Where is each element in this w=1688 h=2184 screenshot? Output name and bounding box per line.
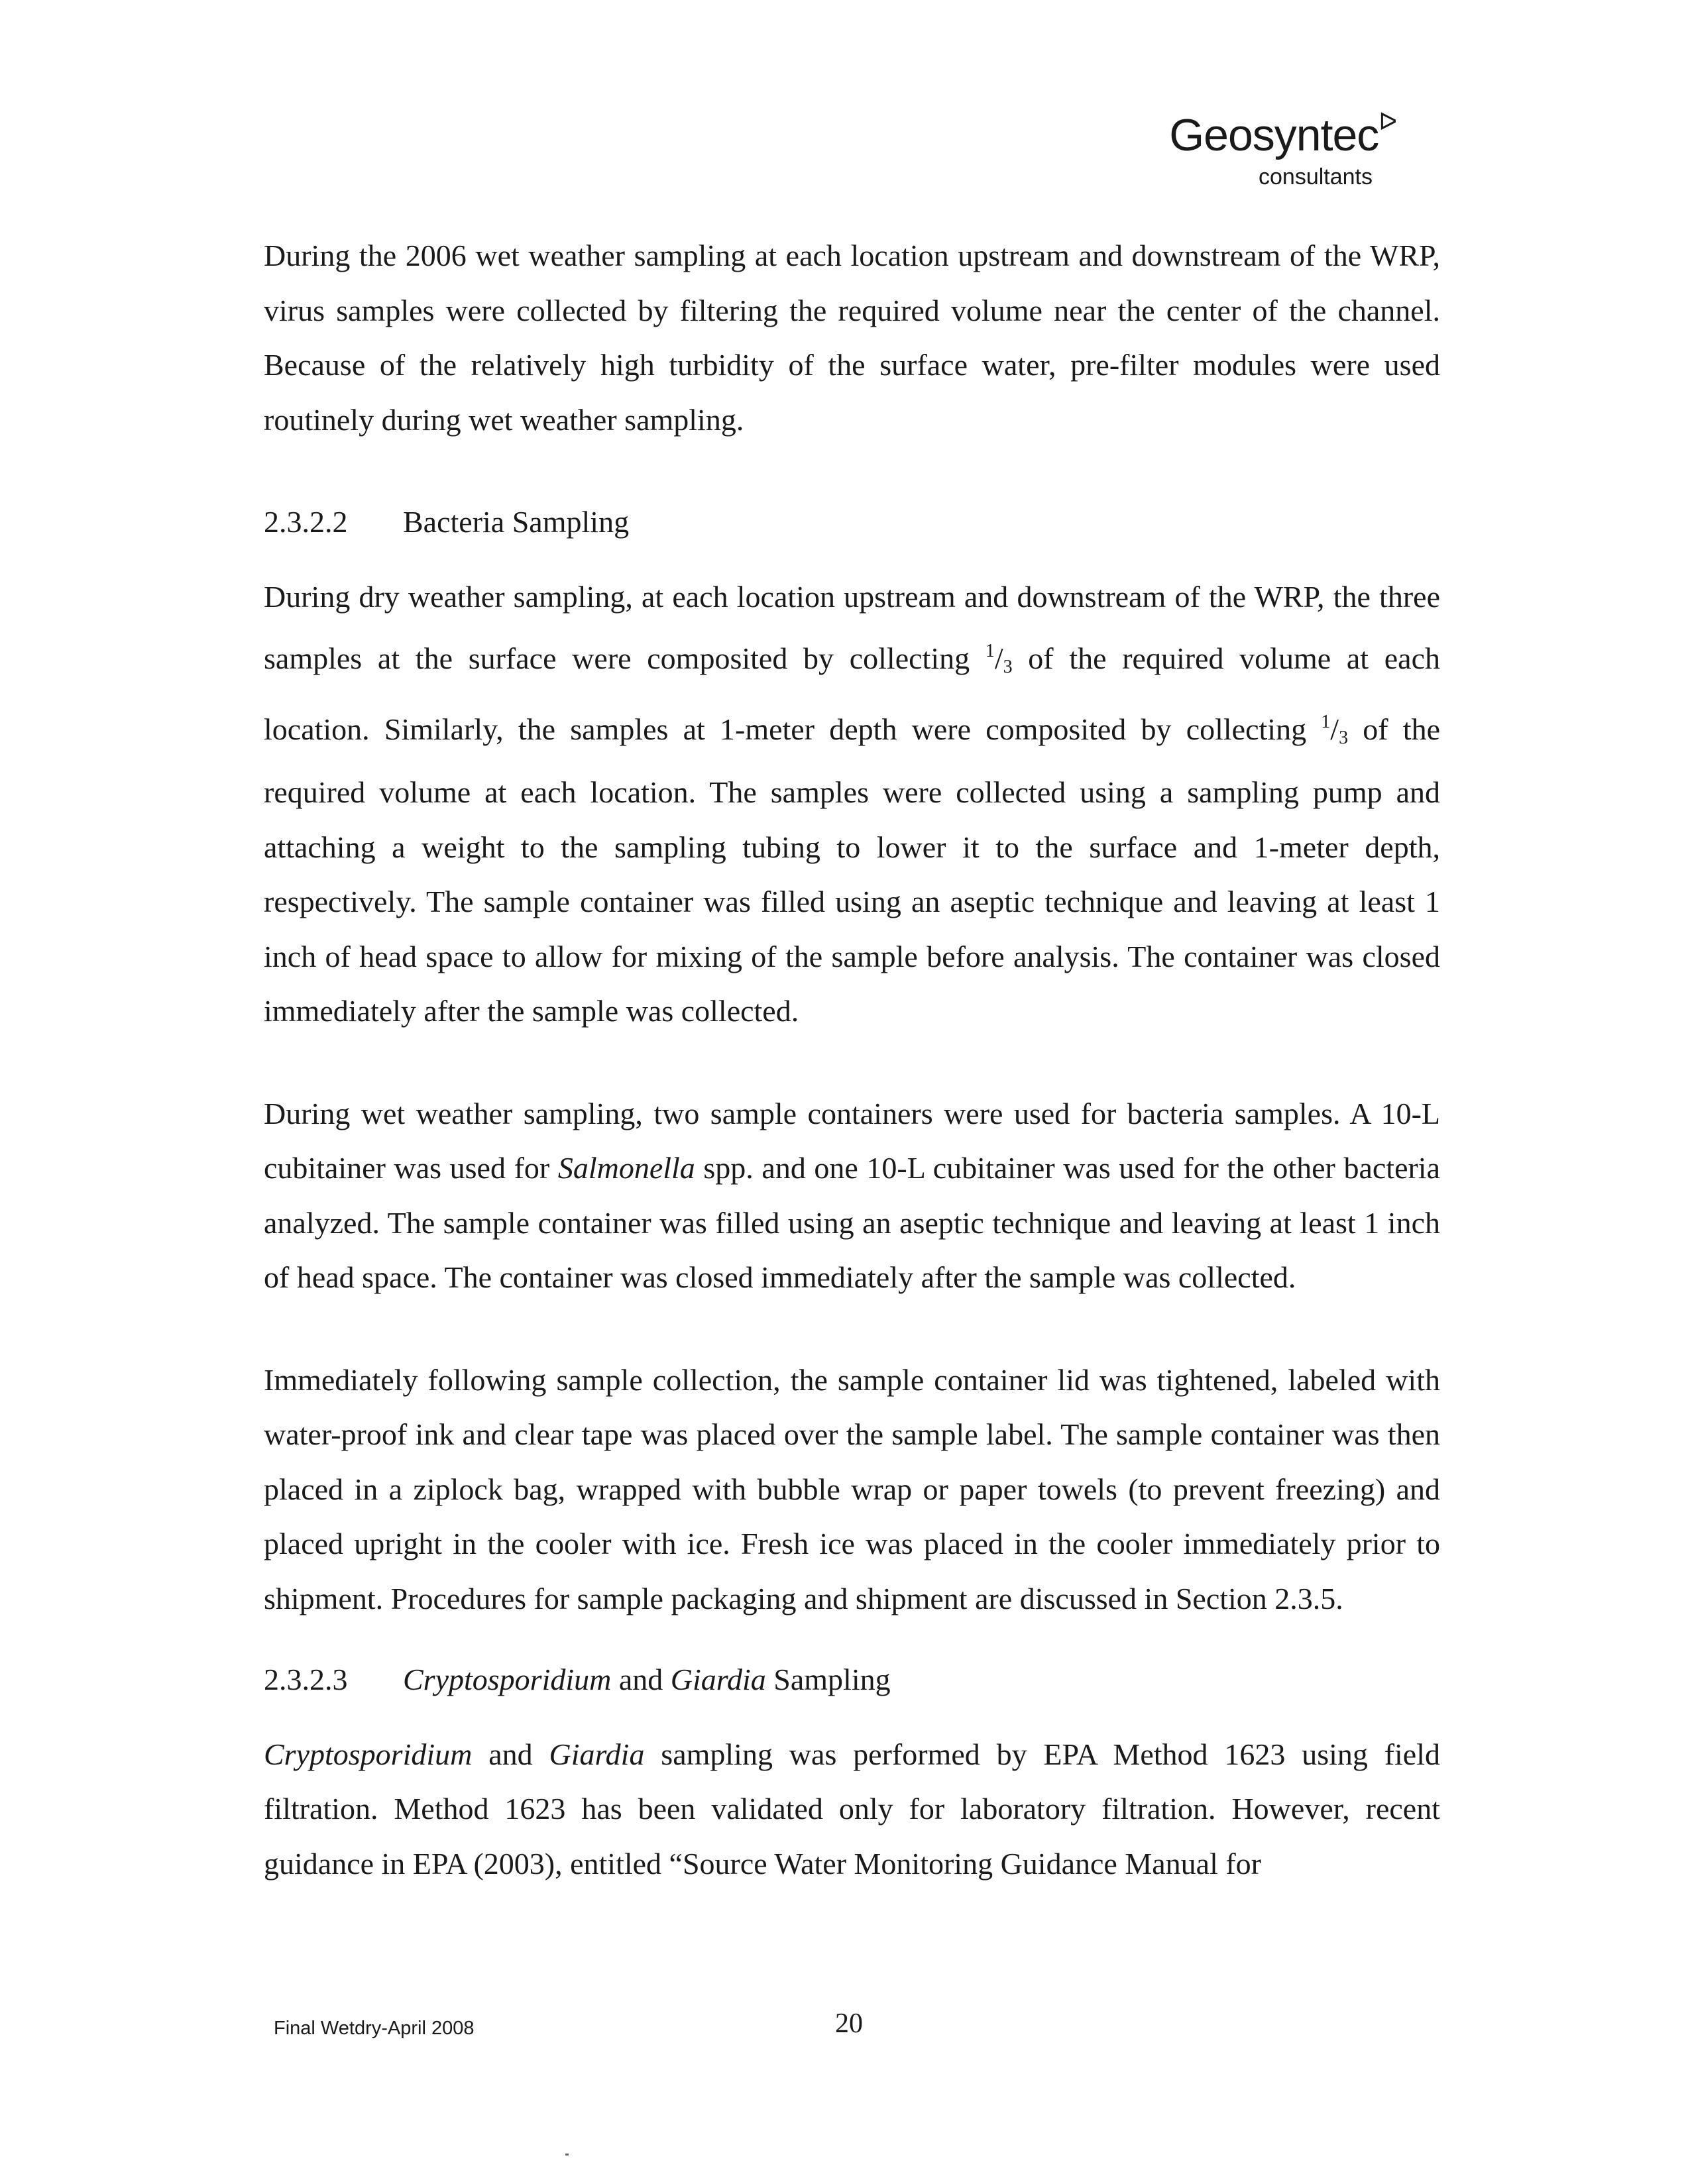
italic-term: Cryptosporidium [264, 1737, 473, 1771]
text-run: spp. and one 10-L cubitainer was used for the other bacteria analyzed. The sample container was filled using an aseptic technique and leaving at least 1 inch of head space. The container was closed immediately after the sample was collected. [264, 1151, 1441, 1294]
text-run: During dry weather sampling, at each location upstream and downstream of the WRP, the three samples at the surface were composited by collecting [264, 579, 1440, 675]
fraction-numerator: 1 [985, 641, 995, 661]
scan-speck [565, 2154, 569, 2156]
logo-tagline: consultants [1259, 164, 1373, 190]
fraction-slash: / [1330, 712, 1339, 746]
fraction-slash: / [994, 641, 1003, 675]
text-run: of the required volume at each location. Similarly, the samples at 1-meter depth were composited by collecting [264, 641, 1440, 746]
fraction-denominator: 3 [1339, 727, 1349, 748]
document-body [264, 229, 1440, 1939]
company-logo [1169, 108, 1396, 190]
text-run: sampling was performed by EPA Method 1623 using field filtration. Method 1623 has been validated only for laboratory filtration. However, recent guidance in EPA (2003), entitled “Source Water Monitoring Guidance Manual for [264, 1737, 1441, 1881]
text-run: During wet weather sampling, two sample containers were used for bacteria samples. A 10-L cubitainer was used for [264, 1096, 1440, 1185]
section-number: 2.3.2.3 [264, 1663, 348, 1696]
section-number: 2.3.2.2 [264, 505, 348, 539]
text-run: and [611, 1663, 671, 1696]
paragraph-crypto-giardia [264, 1727, 1440, 1892]
italic-term: Giardia [549, 1737, 645, 1771]
fraction-numerator: 1 [1321, 711, 1331, 732]
logo-mark-icon: ᐅ [1379, 108, 1396, 135]
italic-term: Giardia [670, 1663, 766, 1696]
section-heading-2323 [264, 1653, 1440, 1708]
text-run: and [472, 1737, 549, 1771]
logo-name: Geosyntec [1169, 110, 1379, 160]
italic-term: Cryptosporidium [403, 1663, 612, 1696]
paragraph-wet-weather-virus: During the 2006 wet weather sampling at each location upstream and downstream of the WRP, virus samples were collected by filtering the required volume near the center of the channel. Because of the relatively high turbidity of the surface water, pre-filter modules were used routinely during wet weather sampling. [264, 239, 1440, 437]
italic-term: Salmonella [557, 1151, 695, 1185]
paragraph-wet-weather-bacteria [264, 1087, 1440, 1305]
section-heading-2322 [264, 495, 1440, 550]
footer-document-label: Final Wetdry-April 2008 [274, 2018, 475, 2039]
paragraph-sample-handling: Immediately following sample collection, the sample container lid was tightened, labeled with water-proof ink and clear tape was placed over the sample label. The sample container was then placed in a ziplock bag, wrapped with bubble wrap or paper towels (to prevent freezing) and placed upright in the cooler with ice. Fresh ice was placed in the cooler immediately prior to shipment. Procedures for sample packaging and shipment are discussed in Section 2.3.5. [264, 1362, 1440, 1615]
text-run: of the required volume at each location. The samples were collected using a sampling pump and attaching a weight to the sampling tubing to lower it to the surface and 1-meter depth, respectively. The sample container was filled using an aseptic technique and leaving at least 1 inch of head space to allow for mixing of the sample before analysis. The container was closed immediately after the sample was collected. [264, 712, 1440, 1028]
paragraph-dry-weather-bacteria [264, 570, 1440, 1039]
section-title: Bacteria Sampling [403, 505, 630, 539]
fraction-denominator: 3 [1003, 657, 1013, 677]
text-run: Sampling [765, 1663, 891, 1696]
page-number: 20 [835, 2008, 863, 2039]
